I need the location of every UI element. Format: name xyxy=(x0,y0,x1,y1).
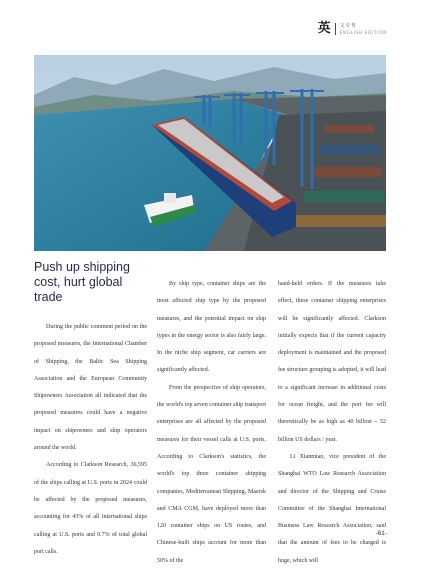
text-column-1 xyxy=(34,319,147,561)
page-header xyxy=(318,22,387,35)
paragraph: Li Xianmian, vice president of the Shanghai WTO Law Research Association and director of the Shipping and Cruise Committee of the Shanghai International Business Law Research Association, said that the amount of fees to be charged is huge, which will xyxy=(278,453,386,564)
header-divider xyxy=(335,23,336,35)
header-labels xyxy=(340,24,387,35)
port-illustration xyxy=(34,55,386,251)
paragraph: hand-held orders. If the measures take effect, these container shipping enterprises will be significantly affected. Clarkson initially expects that if the current capacity deployment is maintained and the proposed fee structure grouping is adopted, it will lead to a significant increase in additional costs for ocean freight, and the port fee will theoretically be as high as 40 billion – 52 billion US dollars / year. xyxy=(278,281,386,443)
paragraph: According to Clarkson Research, 36,595 of the ships calling at U.S. ports in 2024 could be affected by the proposed measures, accounting for 43% of all international ships calling at U.S. ports and 0.7% of total global port calls. xyxy=(34,462,147,555)
paragraph: During the public comment period on the proposed measures, the International Chamber of Shipping, the Baltic Sea Shipping Association and the European Community Shipowners Association all indicated that the proposed measures could have a negative impact on shipowners and ship operators around the world. xyxy=(34,324,147,452)
text-column-2 xyxy=(157,276,266,570)
page-number: -61- xyxy=(375,530,387,537)
text-column-3 xyxy=(278,276,386,570)
paragraph: From the perspective of ship operators, the world's top seven container ship transport enterprises are all affected by the proposed measures for their vessel calls at U.S. ports. According to Clarkson's statistics, the world's top three container shipping companies, Mediterranean Shipping, Maersk and CMA CGM, have deployed more than 120 container ships on US routes, and Chinese-built ships account for more than 50% of the xyxy=(157,384,266,564)
section-char: 英 xyxy=(317,21,331,36)
header-subtitle: ENGLISH EDITION xyxy=(339,30,387,35)
article-headline: Push up shipping cost, hurt global trade xyxy=(34,260,130,304)
paragraph: By ship type, container ships are the most affected ship type by the proposed measures, and the potential impact on ship types in the energy sector is also fairly large. In the niche ship segment, car carriers are significantly affected. xyxy=(157,281,266,374)
port-photo xyxy=(34,55,386,251)
header-category: 文专刊 xyxy=(339,23,357,29)
